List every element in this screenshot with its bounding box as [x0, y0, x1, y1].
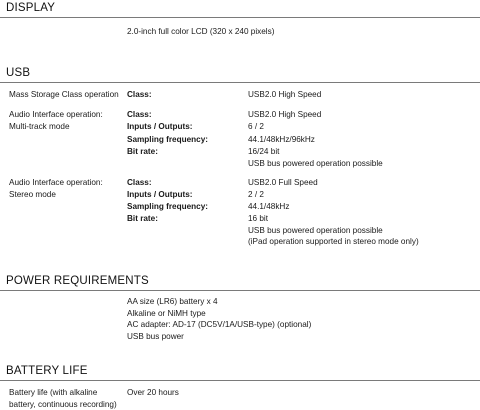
spec-key: Class: [127, 90, 152, 99]
battery-label [9, 387, 125, 410]
spec-value [248, 177, 476, 189]
battery-label-line: battery, continuous recording) [9, 399, 117, 409]
power-line: USB bus power [127, 331, 184, 341]
spec-value [248, 89, 476, 101]
spec-value-line: 2 / 2 [248, 190, 264, 199]
spec-value [248, 146, 476, 169]
power-section [0, 273, 480, 291]
group-label-line: Multi-track mode [9, 121, 70, 131]
battery-heading: BATTERY LIFE [0, 363, 480, 381]
spec-value [248, 189, 476, 201]
group-label-line: Audio Interface operation: [9, 178, 103, 187]
power-heading: POWER REQUIREMENTS [0, 273, 480, 291]
spec-key: Sampling frequency: [127, 135, 208, 144]
display-value: 2.0-inch full color LCD (320 x 240 pixels) [127, 27, 275, 36]
spec-value [248, 121, 476, 133]
usb-section [0, 65, 480, 83]
spec-key: Bit rate: [127, 147, 158, 156]
group-label-line: Audio Interface operation: [9, 110, 103, 119]
spec-value-line: USB2.0 High Speed [248, 110, 322, 119]
spec-key: Bit rate: [127, 214, 158, 223]
spec-value-line: USB2.0 Full Speed [248, 178, 318, 187]
spec-value-line: USB bus powered operation possible [248, 225, 383, 235]
spec-key: Sampling frequency: [127, 202, 208, 211]
group-label [9, 109, 125, 132]
spec-key: Inputs / Outputs: [127, 190, 193, 199]
group-label-line: Stereo mode [9, 189, 56, 199]
spec-value-line: 44.1/48kHz [248, 202, 290, 211]
power-line: AC adapter: AD-17 (DC5V/1A/USB-type) (optional) [127, 320, 312, 329]
spec-key: Class: [127, 178, 152, 187]
spec-value [248, 201, 476, 213]
spec-value-line: 16/24 bit [248, 147, 280, 156]
group-label [9, 177, 125, 200]
spec-value-line: USB2.0 High Speed [248, 90, 322, 99]
battery-value: Over 20 hours [127, 388, 179, 397]
spec-value [248, 213, 476, 248]
spec-value-line: 16 bit [248, 214, 269, 223]
spec-value [248, 109, 476, 121]
spec-value [248, 134, 476, 146]
spec-value-line: 44.1/48kHz/96kHz [248, 135, 315, 144]
battery-section [0, 363, 480, 381]
spec-value-line: USB bus powered operation possible [248, 158, 383, 168]
display-section [0, 0, 480, 18]
spec-key: Class: [127, 110, 152, 119]
power-line: AA size (LR6) battery x 4 [127, 297, 218, 306]
battery-label-line: Battery life (with alkaline [9, 388, 98, 397]
spec-value-line: (iPad operation supported in stereo mode only) [248, 237, 419, 246]
display-heading: DISPLAY [0, 0, 480, 18]
usb-heading: USB [0, 65, 480, 83]
group-label [9, 89, 125, 101]
power-line: Alkaline or NiMH type [127, 308, 206, 318]
spec-value-line: 6 / 2 [248, 122, 264, 131]
group-label-line: Mass Storage Class operation [9, 90, 119, 99]
power-value [127, 296, 477, 342]
spec-key: Inputs / Outputs: [127, 122, 193, 131]
